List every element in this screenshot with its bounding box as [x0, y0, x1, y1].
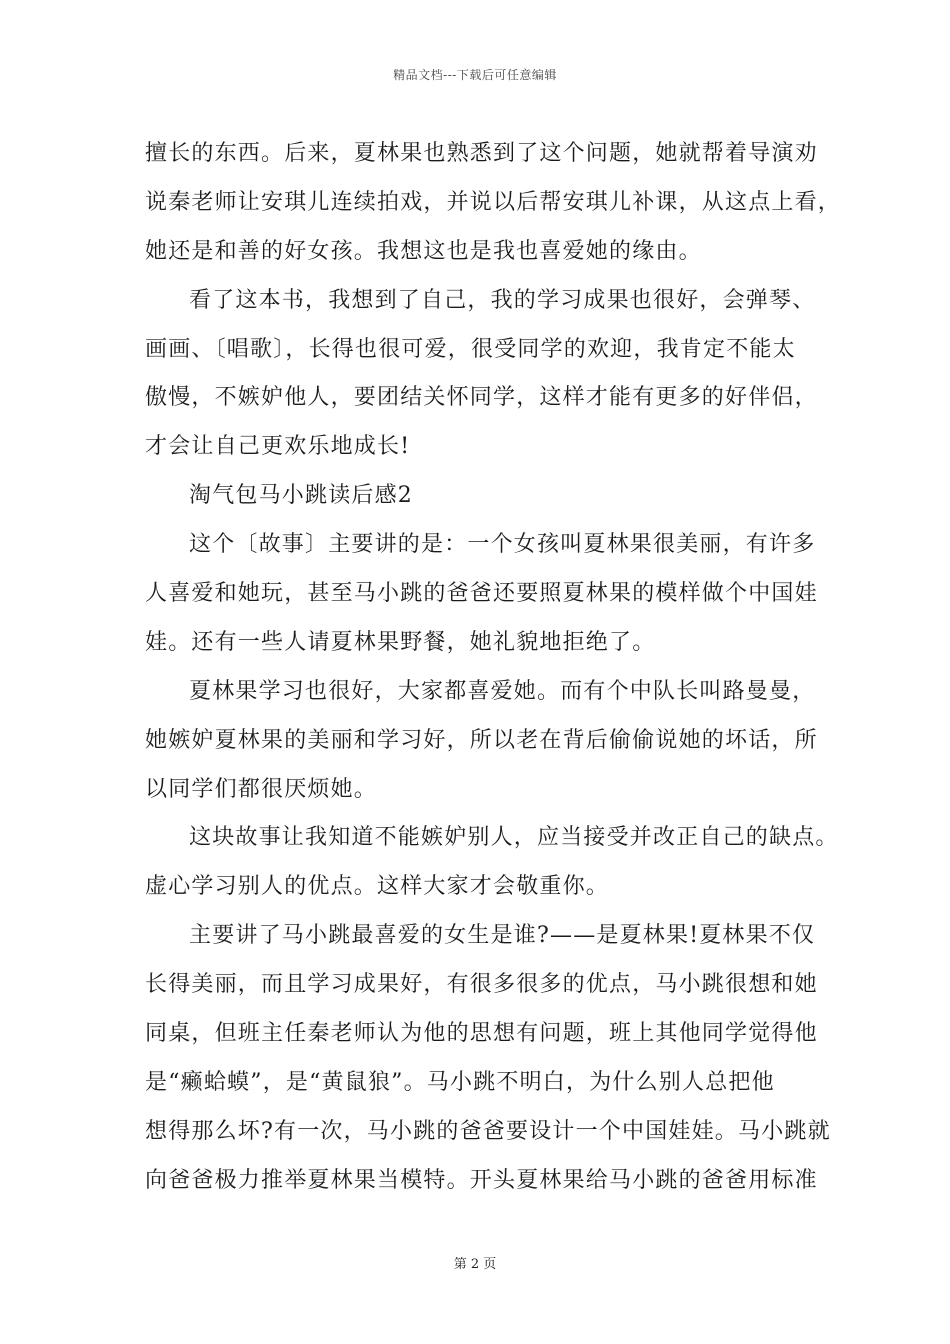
text-line: 傲慢，不嫉妒他人，要团结关怀同学，这样才能有更多的好伴侣，: [145, 385, 818, 411]
document-body: [145, 130, 842, 1206]
text-line: 想得那么坏?有一次，马小跳的爸爸要设计一个中国娃娃。马小跳就: [145, 1118, 831, 1144]
text-line: 才会让自己更欢乐地成长!: [145, 434, 411, 460]
paragraph-start-line: 这块故事让我知道不能嫉妒别人，应当接受并改正自己的缺点。: [189, 825, 839, 851]
text-line: 擅长的东西。后来，夏林果也熟悉到了这个问题，她就帮着导演劝: [145, 141, 818, 166]
text-line: 虚心学习别人的优点。这样大家才会敬重你。: [145, 874, 610, 900]
text-line: 以同学们都很厌烦她。: [145, 776, 378, 802]
paragraph-start-line: 主要讲了马小跳最喜爱的女生是谁?——是夏林果!夏林果不仅: [189, 923, 816, 949]
page-header: 精品文档---下载后可任意编辑: [393, 68, 557, 82]
text-line: 她嫉妒夏林果的美丽和学习好，所以老在背后偷偷说她的坏话，所: [145, 727, 818, 753]
text-line: 画画、〔唱歌〕，长得也很可爱，很受同学的欢迎，我肯定不能太: [145, 336, 796, 362]
paragraph-start-line: 这个〔故事〕主要讲的是：一个女孩叫夏林果很美丽，有许多: [189, 532, 816, 558]
text-line: 娃。还有一些人请夏林果野餐，她礼貌地拒绝了。: [145, 629, 656, 655]
text-line: 说秦老师让安琪儿连续拍戏，并说以后帮安琪儿补课，从这点上看，: [145, 189, 842, 215]
text-line: 她还是和善的好女孩。我想这也是我也喜爱她的缘由。: [145, 238, 702, 264]
text-line: 同桌，但班主任秦老师认为他的思想有问题，班上其他同学觉得他: [145, 1021, 818, 1047]
page-number: 第 2 页: [453, 1257, 497, 1272]
paragraph-start-line: 夏林果学习也很好，大家都喜爱她。而有个中队长叫路曼曼，: [189, 678, 816, 704]
paragraph-start-line: 看了这本书，我想到了自己，我的学习成果也很好，会弹琴、: [189, 287, 816, 313]
text-line: 长得美丽，而且学习成果好，有很多很多的优点，马小跳很想和她: [145, 972, 818, 998]
text-line: 是“癞蛤蟆”，是“黄鼠狼”。马小跳不明白，为什么别人总把他: [145, 1069, 775, 1095]
text-line: 向爸爸极力推举夏林果当模特。开头夏林果给马小跳的爸爸用标准: [145, 1167, 818, 1193]
section-title: 淘气包马小跳读后感2: [189, 483, 413, 509]
text-line: 人喜爱和她玩，甚至马小跳的爸爸还要照夏林果的模样做个中国娃: [145, 581, 818, 607]
